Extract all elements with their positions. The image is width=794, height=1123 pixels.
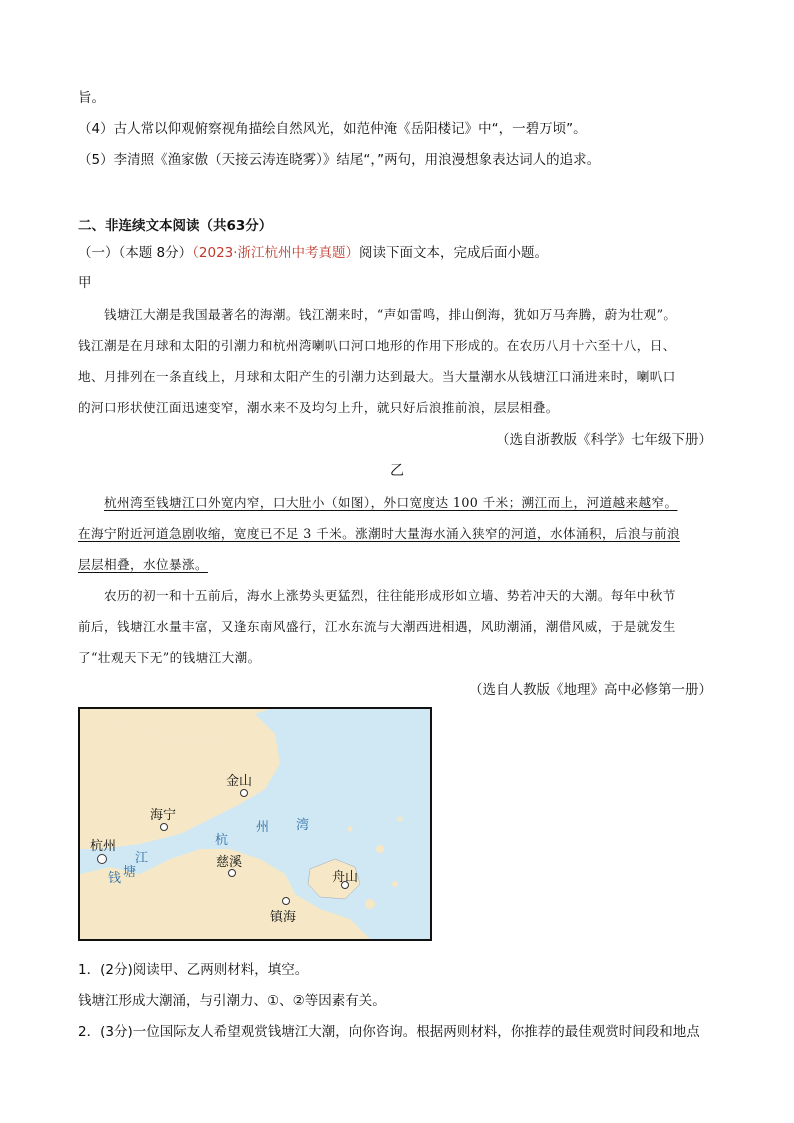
label-wan: 湾	[296, 817, 310, 832]
question-1-blank-line: 钱塘江形成大潮涌，与引潮力、①、②等因素有关。	[78, 993, 386, 1009]
label-jiang: 江	[135, 850, 149, 865]
paragraph-line: 钱江潮是在月球和太阳的引潮力和杭州湾喇叭口河口地形的作用下形成的。在农历八月十六至十八，日、	[78, 338, 676, 353]
city-dot-jinshan	[241, 790, 248, 797]
label-hangzhou: 杭州	[90, 838, 117, 853]
text-line: （5）李清照《渔家傲（天接云涛连晓雾）》结尾“，”两句，用浪漫想象表达词人的追求。	[78, 152, 601, 168]
label-jia: 甲	[78, 275, 92, 291]
paragraph-line: 钱塘江大潮是我国最著名的海潮。钱江潮来时，“声如雷鸣，排山倒海，犹如万马奔腾，蔚为壮观”。	[104, 307, 677, 322]
city-dot-cixi	[229, 870, 236, 877]
paragraph-line-underlined: 在海宁附近河道急剧收缩，宽度已不足 3 千米。涨潮时大量海水涌入狭窄的河道，水体涌积，后浪与前浪	[78, 526, 680, 541]
paragraph-line: 的河口形状使江面迅速变窄，潮水来不及均匀上升，就只好后浪推前浪，层层相叠。	[78, 400, 559, 415]
paragraph-line-underlined: 杭州湾至钱塘江口外宽内窄，口大肚小（如图），外口宽度达 100 千米；溯江而上，河道越来越窄。	[104, 495, 678, 510]
island	[392, 881, 398, 887]
label-zhoushan: 舟山	[332, 869, 359, 884]
map-svg	[80, 709, 430, 939]
text-line: （4）古人常以仰观俯察视角描绘自然风光，如范仲淹《岳阳楼记》中“，一碧万顷”。	[78, 121, 587, 137]
paragraph-line: 地、月排列在一条直线上，月球和太阳产生的引潮力达到最大。当大量潮水从钱塘江口涌进来时，喇叭口	[78, 369, 676, 384]
paragraph-line: 前后，钱塘江水量丰富，又逢东南风盛行，江水东流与大潮西进相遇，风助潮涌，潮借风威，于是就发生	[78, 619, 676, 634]
source-citation: （选自人教版《地理》高中必修第一册）	[469, 682, 712, 698]
label-haining: 海宁	[150, 807, 177, 822]
source-citation: （选自浙教版《科学》七年级下册）	[496, 432, 712, 448]
text-line: 旨。	[78, 90, 105, 106]
exam-source: （2023·浙江杭州中考真题）	[192, 245, 360, 261]
instruction: 阅读下面文本，完成后面小题。	[359, 245, 549, 261]
island	[398, 817, 403, 822]
hangzhou-bay-map	[78, 707, 432, 941]
paragraph-line-underlined: 层层相叠，水位暴涨。	[78, 557, 208, 572]
label-jinshan: 金山	[226, 773, 253, 788]
question-1: 1．(2分)阅读甲、乙两则材料，填空。	[78, 962, 309, 978]
label-zhou: 州	[256, 819, 270, 834]
label-zhenhai: 镇海	[270, 909, 297, 924]
subsection-heading	[78, 241, 548, 261]
city-dot-haining	[161, 824, 168, 831]
paragraph-line: 农历的初一和十五前后，海水上涨势头更猛烈，往往能形成形如立墙、势若冲天的大潮。每年中秋节	[104, 588, 676, 603]
label-cixi: 慈溪	[216, 854, 243, 869]
island	[365, 899, 375, 909]
island	[376, 845, 384, 853]
label-qian: 钱	[108, 870, 122, 885]
label-tang: 塘	[123, 864, 137, 879]
city-dot-zhenhai	[283, 898, 290, 905]
label-hang: 杭	[215, 832, 229, 847]
label-yi: 乙	[390, 463, 404, 479]
city-dot-hangzhou	[98, 855, 107, 864]
question-2: 2．(3分)一位国际友人希望观赏钱塘江大潮，向你咨询。根据两则材料，你推荐的最佳观赏时间段和地点	[78, 1024, 700, 1040]
paragraph-line: 了“壮观天下无”的钱塘江大潮。	[78, 650, 261, 665]
subsection-number: （一）（本题 8分）	[78, 245, 193, 261]
island	[348, 827, 353, 832]
section-heading: 二、非连续文本阅读（共63分）	[78, 218, 273, 234]
